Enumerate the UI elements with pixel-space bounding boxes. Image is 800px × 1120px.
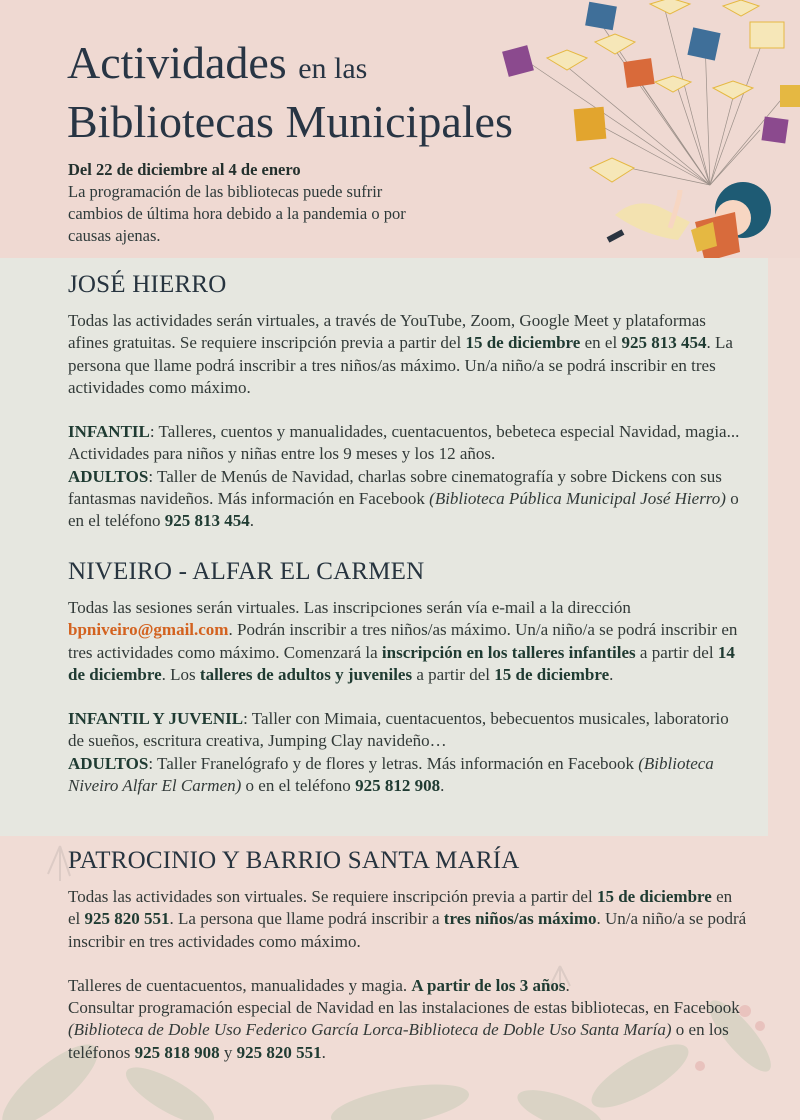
text: Todas las actividades serán virtuales, a través de YouTube, Zoom, Google Meet y plataformas afines gratuitas. Se requiere inscripción previa a partir del (68, 311, 706, 353)
section-intro (68, 310, 748, 399)
notice-text: La programación de las bibliotecas puede sufrir cambios de última hora debido a la pandemia o por causas ajenas. (68, 182, 406, 245)
phone-number: 925 813 454 (164, 511, 250, 531)
date-highlight: 15 de diciembre (596, 887, 712, 906)
section-intro (68, 886, 748, 953)
section-intro (68, 597, 748, 686)
page-title (67, 38, 367, 94)
section-niveiro (68, 557, 748, 819)
title-main: Actividades (67, 37, 287, 88)
date-highlight: 15 de diciembre (465, 333, 581, 353)
highlight: tres niños/as máximo (443, 909, 597, 929)
text: . (321, 1042, 326, 1062)
text: . Un/a niño/a se podrá inscribir en tres actividades como máximo. (68, 909, 747, 951)
section-activities (68, 975, 748, 1064)
phone-number: 925 818 908 (134, 1042, 220, 1062)
text: en el (580, 333, 622, 353)
text: : Taller con Mimaia, cuentacuentos, bebecuentos musicales, laboratorio de sueños, escritura creativa, Jumping Clay navideño… (68, 709, 729, 751)
section-heading: NIVEIRO - ALFAR EL CARMEN (68, 558, 425, 585)
category-label: ADULTOS (68, 753, 149, 773)
age-highlight: A partir de los 3 años (411, 975, 566, 995)
text: o en el teléfono (241, 776, 356, 796)
highlight: talleres de adultos y juveniles (199, 664, 413, 684)
facebook-page: (Biblioteca de Doble Uso Federico García Lorca-Biblioteca de Doble Uso Santa María) (68, 1020, 672, 1040)
section-heading: PATROCINIO Y BARRIO SANTA MARÍA (68, 847, 520, 874)
text: en el (68, 887, 733, 929)
text: y (219, 1042, 237, 1062)
text: . (249, 511, 255, 531)
facebook-page: (Biblioteca Pública Municipal José Hierro) (429, 489, 726, 509)
text: Todas las actividades son virtuales. Se requiere inscripción previa a partir del (68, 887, 597, 906)
text: . (440, 776, 445, 796)
balloon-strings (525, 10, 785, 185)
category-label: INFANTIL Y JUVENIL (68, 709, 244, 729)
text: a partir del (412, 664, 495, 684)
text: Todas las sesiones serán virtuales. Las inscripciones serán vía e-mail a la dirección (68, 598, 631, 617)
date-highlight: 15 de diciembre (494, 664, 610, 684)
title-small: en las (298, 52, 368, 85)
girl-reading-icon (608, 182, 771, 262)
section-patrocinio (68, 846, 748, 1086)
date-range: Del 22 de diciembre al 4 de enero (68, 160, 301, 179)
date-highlight: 14 de diciembre (68, 642, 735, 684)
highlight: inscripción en los talleres infantiles (381, 642, 636, 662)
category-label: INFANTIL (68, 422, 150, 442)
email-link[interactable]: bpniveiro@gmail.com (68, 620, 229, 640)
text: Talleres de cuentacuentos, manualidades y magia. (68, 975, 412, 995)
text: : Taller Franelógrafo y de flores y letras. Más información en Facebook (148, 753, 639, 773)
phone-number: 925 820 551 (236, 1042, 322, 1062)
text: o en los teléfonos (68, 1020, 729, 1062)
text: . (565, 975, 570, 995)
phone-number: 925 813 454 (621, 333, 707, 353)
text: . La persona que llame podrá inscribir a tres niños/as máximo. Un/a niño/a se podrá inscribir en tres actividades como máximo. (68, 333, 733, 397)
text: a partir del (635, 642, 718, 662)
phone-number: 925 812 908 (355, 776, 441, 796)
text: . (609, 664, 614, 684)
book-icons (502, 0, 800, 182)
flying-books-icon (495, 0, 800, 280)
facebook-page: (Biblioteca Niveiro Alfar El Carmen) (68, 753, 714, 796)
page-title-line2: Bibliotecas Municipales (67, 96, 513, 147)
text: : Taller de Menús de Navidad, charlas sobre cinematografía y sobre Dickens con sus fantasmas navideños. Más información en Facebook (68, 466, 722, 509)
category-label: ADULTOS (68, 466, 149, 486)
text: o en el teléfono (68, 489, 739, 531)
section-activities (68, 708, 748, 797)
text: Consultar programación especial de Navidad en las instalaciones de estas bibliotecas, en Facebook (68, 998, 740, 1018)
section-activities (68, 421, 748, 532)
text: . Los (161, 664, 200, 684)
text: . Podrán inscribir a tres niños/as máximo. Un/a niño/a se podrá inscribir en tres actividades como máximo. Comenzará la (68, 620, 738, 662)
section-jose-hierro (68, 270, 748, 555)
text: . La persona que llame podrá inscribir a (169, 909, 444, 929)
section-heading: JOSÉ HIERRO (68, 271, 227, 298)
text: : Talleres, cuentos y manualidades, cuentacuentos, bebeteca especial Navidad, magia... Actividades para niños y niñas entre los 9 meses y los 12 años. (68, 422, 740, 464)
phone-number: 925 820 551 (84, 909, 170, 929)
